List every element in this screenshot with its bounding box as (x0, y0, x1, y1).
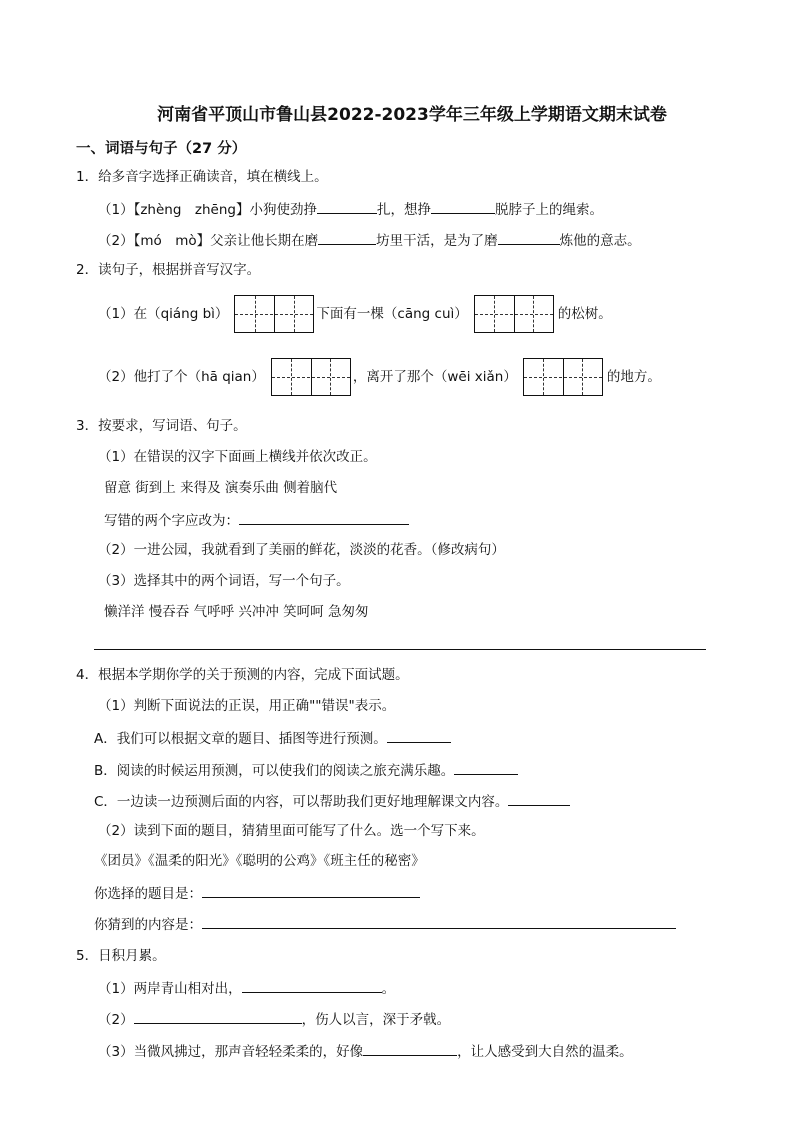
question-2-label: 2．读句子，根据拼音写汉字。 (76, 262, 261, 278)
answer-blank[interactable] (454, 760, 518, 775)
q3-sub-1: （1）在错误的汉字下面画上横线并依次改正。 (98, 449, 377, 465)
answer-blank[interactable] (498, 230, 560, 245)
page-title: 河南省平顶山市鲁山县2022-2023学年三年级上学期语文期末试卷 (157, 105, 667, 125)
question-5-label: 5．日积月累。 (76, 948, 166, 964)
q1-a-middle: 扎，想挣 (377, 202, 431, 218)
question-2-item-2 (98, 358, 661, 396)
answer-blank[interactable] (202, 883, 420, 898)
q4-titles: 《团员》《温柔的阳光》《聪明的公鸡》《班主任的秘密》 (94, 853, 425, 869)
q5-a-prefix: （1）两岸青山相对出， (98, 981, 242, 997)
q5-b-prefix: （2） (98, 1012, 134, 1028)
q5-c-end: ，让人感受到大自然的温柔。 (457, 1044, 633, 1060)
q4-c-text: C．一边读一边预测后面的内容，可以帮助我们更好地理解课文内容。 (94, 794, 509, 810)
q4-a-text: A．我们可以根据文章的题目、插图等进行预测。 (94, 731, 387, 747)
q5-c-prefix: （3）当微风拂过，那声音轻轻柔柔的，好像 (98, 1044, 364, 1060)
answer-blank[interactable] (363, 1041, 457, 1056)
question-3-label: 3．按要求，写词语、句子。 (76, 418, 247, 434)
q4-sub-2: （2）读到下面的题目，猜猜里面可能写了什么。选一个写下来。 (98, 823, 485, 839)
question-1-item-1 (98, 199, 603, 219)
q4-choose-row (94, 883, 420, 903)
q4-choose-label: 你选择的题目是： (94, 886, 202, 902)
q4-option-a (94, 728, 451, 748)
q2-a-end: 的松树。 (557, 306, 612, 322)
writing-grid[interactable] (523, 358, 603, 396)
answer-blank[interactable] (202, 914, 676, 929)
q4-b-text: B．阅读的时候运用预测，可以使我们的阅读之旅充满乐趣。 (94, 763, 455, 779)
q3-sub-2: （2）一进公园，我就看到了美丽的鲜花，淡淡的花香。（修改病句） (98, 542, 505, 558)
q5-item-2 (98, 1009, 450, 1029)
q3-fix-row (104, 510, 409, 530)
answer-blank[interactable] (239, 510, 409, 525)
q1-b-middle: 坊里干活，是为了磨 (376, 233, 498, 249)
q2-a-prefix: （1）在（qiáng bì） (98, 306, 229, 322)
writing-grid[interactable] (234, 295, 314, 333)
q4-option-c (94, 791, 570, 811)
question-4-label: 4．根据本学期你学的关于预测的内容，完成下面试题。 (76, 667, 409, 683)
answer-blank[interactable] (431, 199, 495, 214)
writing-grid[interactable] (474, 295, 554, 333)
answer-blank[interactable] (387, 728, 451, 743)
q3-words: 留意 街到上 来得及 演奏乐曲 侧着脑代 (104, 480, 338, 496)
q3-sub-3: （3）选择其中的两个词语，写一个句子。 (98, 573, 350, 589)
q2-b-middle: ，离开了那个（wēi xiǎn） (352, 369, 517, 385)
answer-line[interactable] (94, 649, 706, 650)
answer-blank[interactable] (242, 978, 382, 993)
section-heading: 一、词语与句子（27 分） (76, 141, 247, 157)
question-1-item-2 (98, 230, 641, 250)
q5-item-1 (98, 978, 395, 998)
writing-grid[interactable] (271, 358, 351, 396)
answer-blank[interactable] (318, 230, 376, 245)
q4-sub-1: （1）判断下面说法的正误，用正确""错误"表示。 (98, 698, 396, 714)
q3-words-3: 懒洋洋 慢吞吞 气呼呼 兴冲冲 笑呵呵 急匆匆 (104, 604, 369, 620)
question-2-item-1 (98, 295, 612, 333)
q2-b-prefix: （2）他打了个（hā qian） (98, 369, 265, 385)
q1-a-prefix: （1）【zhèng zhēng】小狗使劲挣 (98, 202, 317, 218)
q5-a-end: 。 (381, 981, 396, 997)
answer-blank[interactable] (134, 1009, 302, 1024)
q2-b-end: 的地方。 (606, 369, 661, 385)
q1-b-end: 炼他的意志。 (559, 233, 641, 249)
q4-guess-label: 你猜到的内容是： (94, 917, 202, 933)
q1-b-prefix: （2）【mó mò】父亲让他长期在磨 (98, 233, 319, 249)
question-1-label: 1．给多音字选择正确读音，填在横线上。 (76, 169, 328, 185)
q2-a-middle: 下面有一棵（cāng cuì） (316, 306, 468, 322)
q5-b-end: ，伤人以言，深于矛戟。 (301, 1012, 451, 1028)
q5-item-3 (98, 1041, 633, 1061)
answer-blank[interactable] (317, 199, 377, 214)
q4-guess-row (94, 914, 676, 934)
answer-blank[interactable] (508, 791, 570, 806)
q1-a-end: 脱脖子上的绳索。 (495, 202, 603, 218)
q3-fix-label: 写错的两个字应改为： (104, 513, 239, 529)
q4-option-b (94, 760, 518, 780)
